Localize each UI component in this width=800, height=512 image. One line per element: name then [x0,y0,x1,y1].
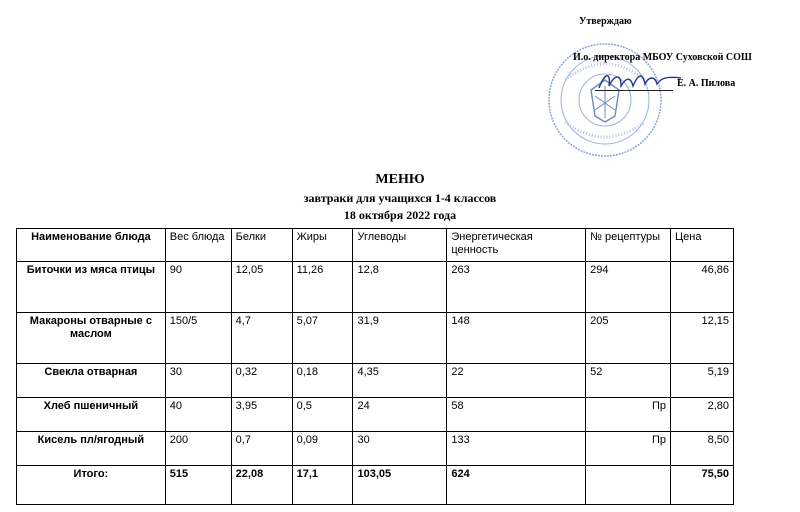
table-row [17,262,734,313]
menu-title: МЕНЮ [375,172,425,187]
dish-fats: 0,09 [292,432,353,466]
dish-weight: 200 [165,432,231,466]
dish-energy: 133 [447,432,586,466]
total-carbs: 103,05 [353,466,447,505]
table-row [17,398,734,432]
director-position: И.о. директора МБОУ Суховской СОШ [573,52,752,63]
dish-proteins: 0,7 [231,432,292,466]
header-recipe-number: № рецептуры [586,229,671,262]
approve-label: Утверждаю [579,16,632,27]
dish-fats: 0,5 [292,398,353,432]
total-proteins: 22,08 [231,466,292,505]
dish-price: 8,50 [671,432,734,466]
dish-weight: 150/5 [165,313,231,364]
menu-date: 18 октября 2022 года [343,208,457,222]
dish-energy: 58 [447,398,586,432]
header-price: Цена [671,229,734,262]
dish-carbs: 24 [353,398,447,432]
dish-carbs: 30 [353,432,447,466]
total-weight: 515 [165,466,231,505]
dish-recipe-number: 52 [586,364,671,398]
dish-weight: 30 [165,364,231,398]
dish-fats: 11,26 [292,262,353,313]
table-row [17,313,734,364]
dish-name: Хлеб пшеничный [17,398,166,432]
dish-recipe-number: Пр [586,432,671,466]
header-carbs: Углеводы [353,229,447,262]
dish-carbs: 31,9 [353,313,447,364]
total-recipe-number [586,466,671,505]
dish-fats: 0,18 [292,364,353,398]
dish-name: Кисель пл/ягодный [17,432,166,466]
dish-name: Макароны отварные с маслом [17,313,166,364]
menu-table [16,228,734,505]
header-weight: Вес блюда [165,229,231,262]
dish-price: 2,80 [671,398,734,432]
dish-recipe-number: Пр [586,398,671,432]
total-label: Итого: [17,466,166,505]
table-header-row [17,229,734,262]
dish-price: 12,15 [671,313,734,364]
header-energy: Энергетическая ценность [447,229,586,262]
dish-proteins: 4,7 [231,313,292,364]
dish-proteins: 0,32 [231,364,292,398]
dish-name: Свекла отварная [17,364,166,398]
dish-carbs: 4,35 [353,364,447,398]
table-row [17,364,734,398]
dish-price: 46,86 [671,262,734,313]
total-energy: 624 [447,466,586,505]
total-row [17,466,734,505]
dish-weight: 40 [165,398,231,432]
dish-carbs: 12,8 [353,262,447,313]
dish-energy: 263 [447,262,586,313]
dish-proteins: 12,05 [231,262,292,313]
approval-block [565,14,795,154]
dish-proteins: 3,95 [231,398,292,432]
signature-line [595,90,673,91]
header-proteins: Белки [231,229,292,262]
dish-energy: 22 [447,364,586,398]
menu-subtitle: завтраки для учащихся 1-4 классов [303,191,497,205]
dish-recipe-number: 205 [586,313,671,364]
dish-energy: 148 [447,313,586,364]
dish-fats: 5,07 [292,313,353,364]
signature-icon [595,66,685,96]
dish-name: Биточки из мяса птицы [17,262,166,313]
total-fats: 17,1 [292,466,353,505]
header-dish-name: Наименование блюда [17,229,166,262]
dish-weight: 90 [165,262,231,313]
dish-price: 5,19 [671,364,734,398]
total-price: 75,50 [671,466,734,505]
table-row [17,432,734,466]
header-fats: Жиры [292,229,353,262]
dish-recipe-number: 294 [586,262,671,313]
director-name: Е. А. Пилова [677,78,736,89]
